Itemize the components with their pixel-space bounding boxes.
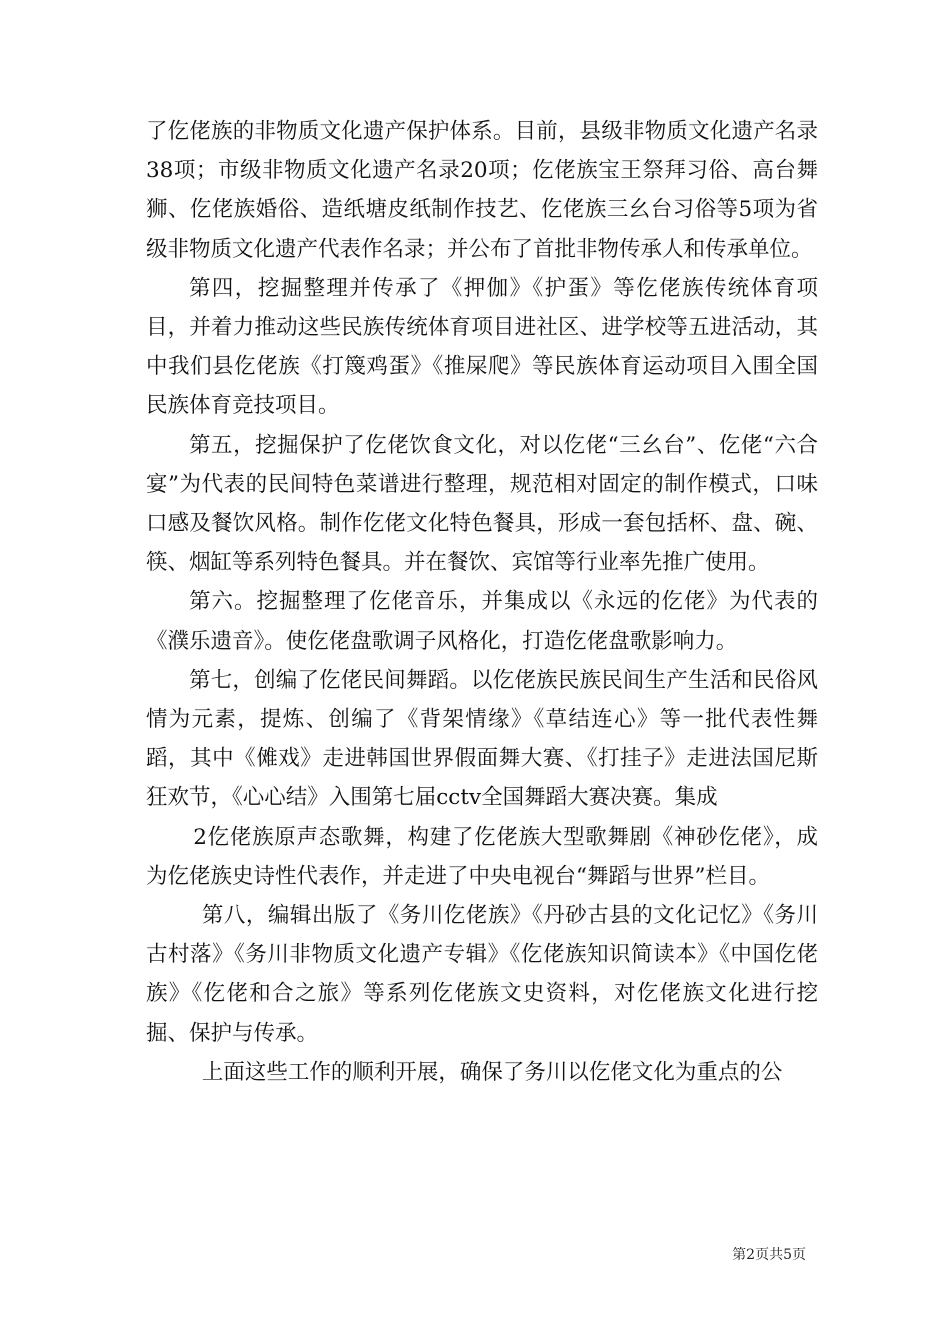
body-text [146, 112, 818, 1092]
paragraph-fifth-food: 第五，挖掘保护了仡佬饮食文化，对以仡佬“三幺台”、仡佬“六合宴”为代表的民间特色菜谱进行整理，规范相对固定的制作模式，口味口感及餐饮风格。制作仡佬文化特色餐具，形成一套包括杯、盘、碗、筷、烟缸等系列特色餐具。并在餐饮、宾馆等行业率先推广使用。 [146, 432, 818, 576]
page-number: 第2页共5页 [732, 1247, 806, 1263]
paragraph-fourth-sports: 第四，挖掘整理并传承了《押伽》《护蛋》等仡佬族传统体育项目，并着力推动这些民族传统体育项目进社区、进学校等五进活动，其中我们县仡佬族《打篾鸡蛋》《推屎爬》等民族体育运动项目入围全国民族体育竞技项目。 [146, 275, 818, 419]
paragraph-summary: 上面这些工作的顺利开展，确保了务川以仡佬文化为重点的公 [201, 1059, 783, 1085]
paragraph-sixth-music: 第六。挖掘整理了仡佬音乐，并集成以《永远的仡佬》为代表的《濮乐遗音》。使仡佬盘歌调子风格化，打造仡佬盘歌影响力。 [146, 589, 818, 654]
paragraph-seventh-dance: 第七，创编了仡佬民间舞蹈。以仡佬族民族民间生产生活和民俗风情为元素，提炼、创编了《背架情缘》《草结连心》等一批代表性舞蹈，其中《傩戏》走进韩国世界假面舞大赛、《打挂子》走进法国尼斯狂欢节，《心心结》入围第七届cctv全国舞蹈大赛决赛。集成 [146, 667, 818, 811]
paragraph-heritage-list: 了仡佬族的非物质文化遗产保护体系。目前，县级非物质文化遗产名录38项；市级非物质文化遗产名录20项；仡佬族宝王祭拜习俗、高台舞狮、仡佬族婚俗、造纸塘皮纸制作技艺、仡佬族三幺台习俗等5项为省级非物质文化遗产代表作名录；并公布了首批非物传承人和传承单位。 [146, 119, 818, 262]
paragraph-eighth-publications: 第八，编辑出版了《务川仡佬族》《丹砂古县的文化记忆》《务川古村落》《务川非物质文化遗产专辑》《仡佬族知识简读本》《中国仡佬族》《仡佬和合之旅》等系列仡佬族文史资料，对仡佬族文化进行挖掘、保护与传承。 [146, 903, 818, 1046]
paragraph-song-dance-drama: 2仡佬族原声态歌舞，构建了仡佬族大型歌舞剧《神砂仡佬》，成为仡佬族史诗性代表作，并走进了中央电视台“舞蹈与世界”栏目。 [146, 824, 818, 889]
